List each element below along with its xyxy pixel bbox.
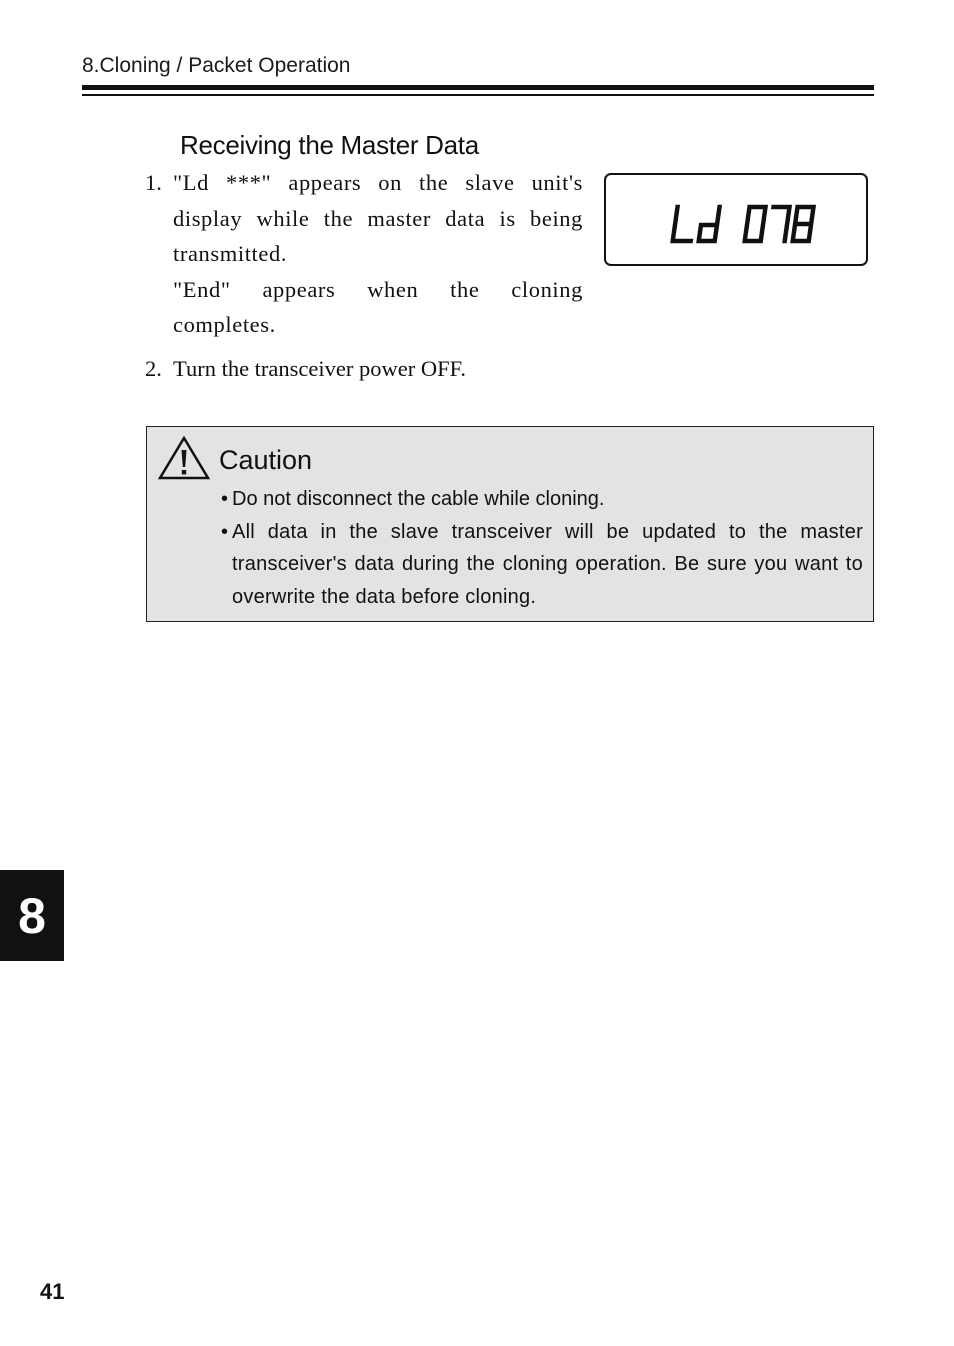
lcd-segment-display-icon xyxy=(606,162,870,268)
step-body xyxy=(173,165,583,343)
list-item xyxy=(221,483,863,516)
caution-text: All data in the slave transceiver will be updated to the master transceiver's data during the cloning operation. Be sure you want to overwrite the data before cloning. xyxy=(232,520,863,608)
header-rule-thick xyxy=(82,85,874,90)
bullet: • xyxy=(221,488,229,510)
lcd-text: Ld 078 xyxy=(606,162,652,179)
step-paragraph: "Ld ***" appears on the slave unit's display while the master data is being transmitted. xyxy=(173,170,583,266)
list-item xyxy=(145,165,583,343)
caution-text: Do not disconnect the cable while cloning. xyxy=(232,488,605,510)
caution-box xyxy=(146,426,874,622)
warning-triangle-icon xyxy=(157,435,211,481)
step-number: 2. xyxy=(145,355,162,381)
header-title: 8.Cloning / Packet Operation xyxy=(82,54,351,77)
caution-title: Caution xyxy=(219,445,313,475)
step-list xyxy=(145,165,583,386)
step-paragraph: "End" appears when the cloning completes. xyxy=(173,276,583,337)
lcd-display xyxy=(604,162,868,266)
header-rule-thin xyxy=(82,94,874,96)
page-number: 41 xyxy=(40,1279,65,1304)
chapter-tab xyxy=(0,870,64,961)
chapter-number: 8 xyxy=(18,887,46,944)
step-body xyxy=(173,351,583,387)
step-paragraph: Turn the transceiver power OFF. xyxy=(173,355,466,381)
step-number: 1. xyxy=(145,170,162,195)
section-heading: Receiving the Master Data xyxy=(180,130,479,160)
list-item xyxy=(221,516,863,614)
bullet: • xyxy=(221,520,229,543)
list-item xyxy=(145,351,583,387)
caution-list xyxy=(221,483,863,613)
